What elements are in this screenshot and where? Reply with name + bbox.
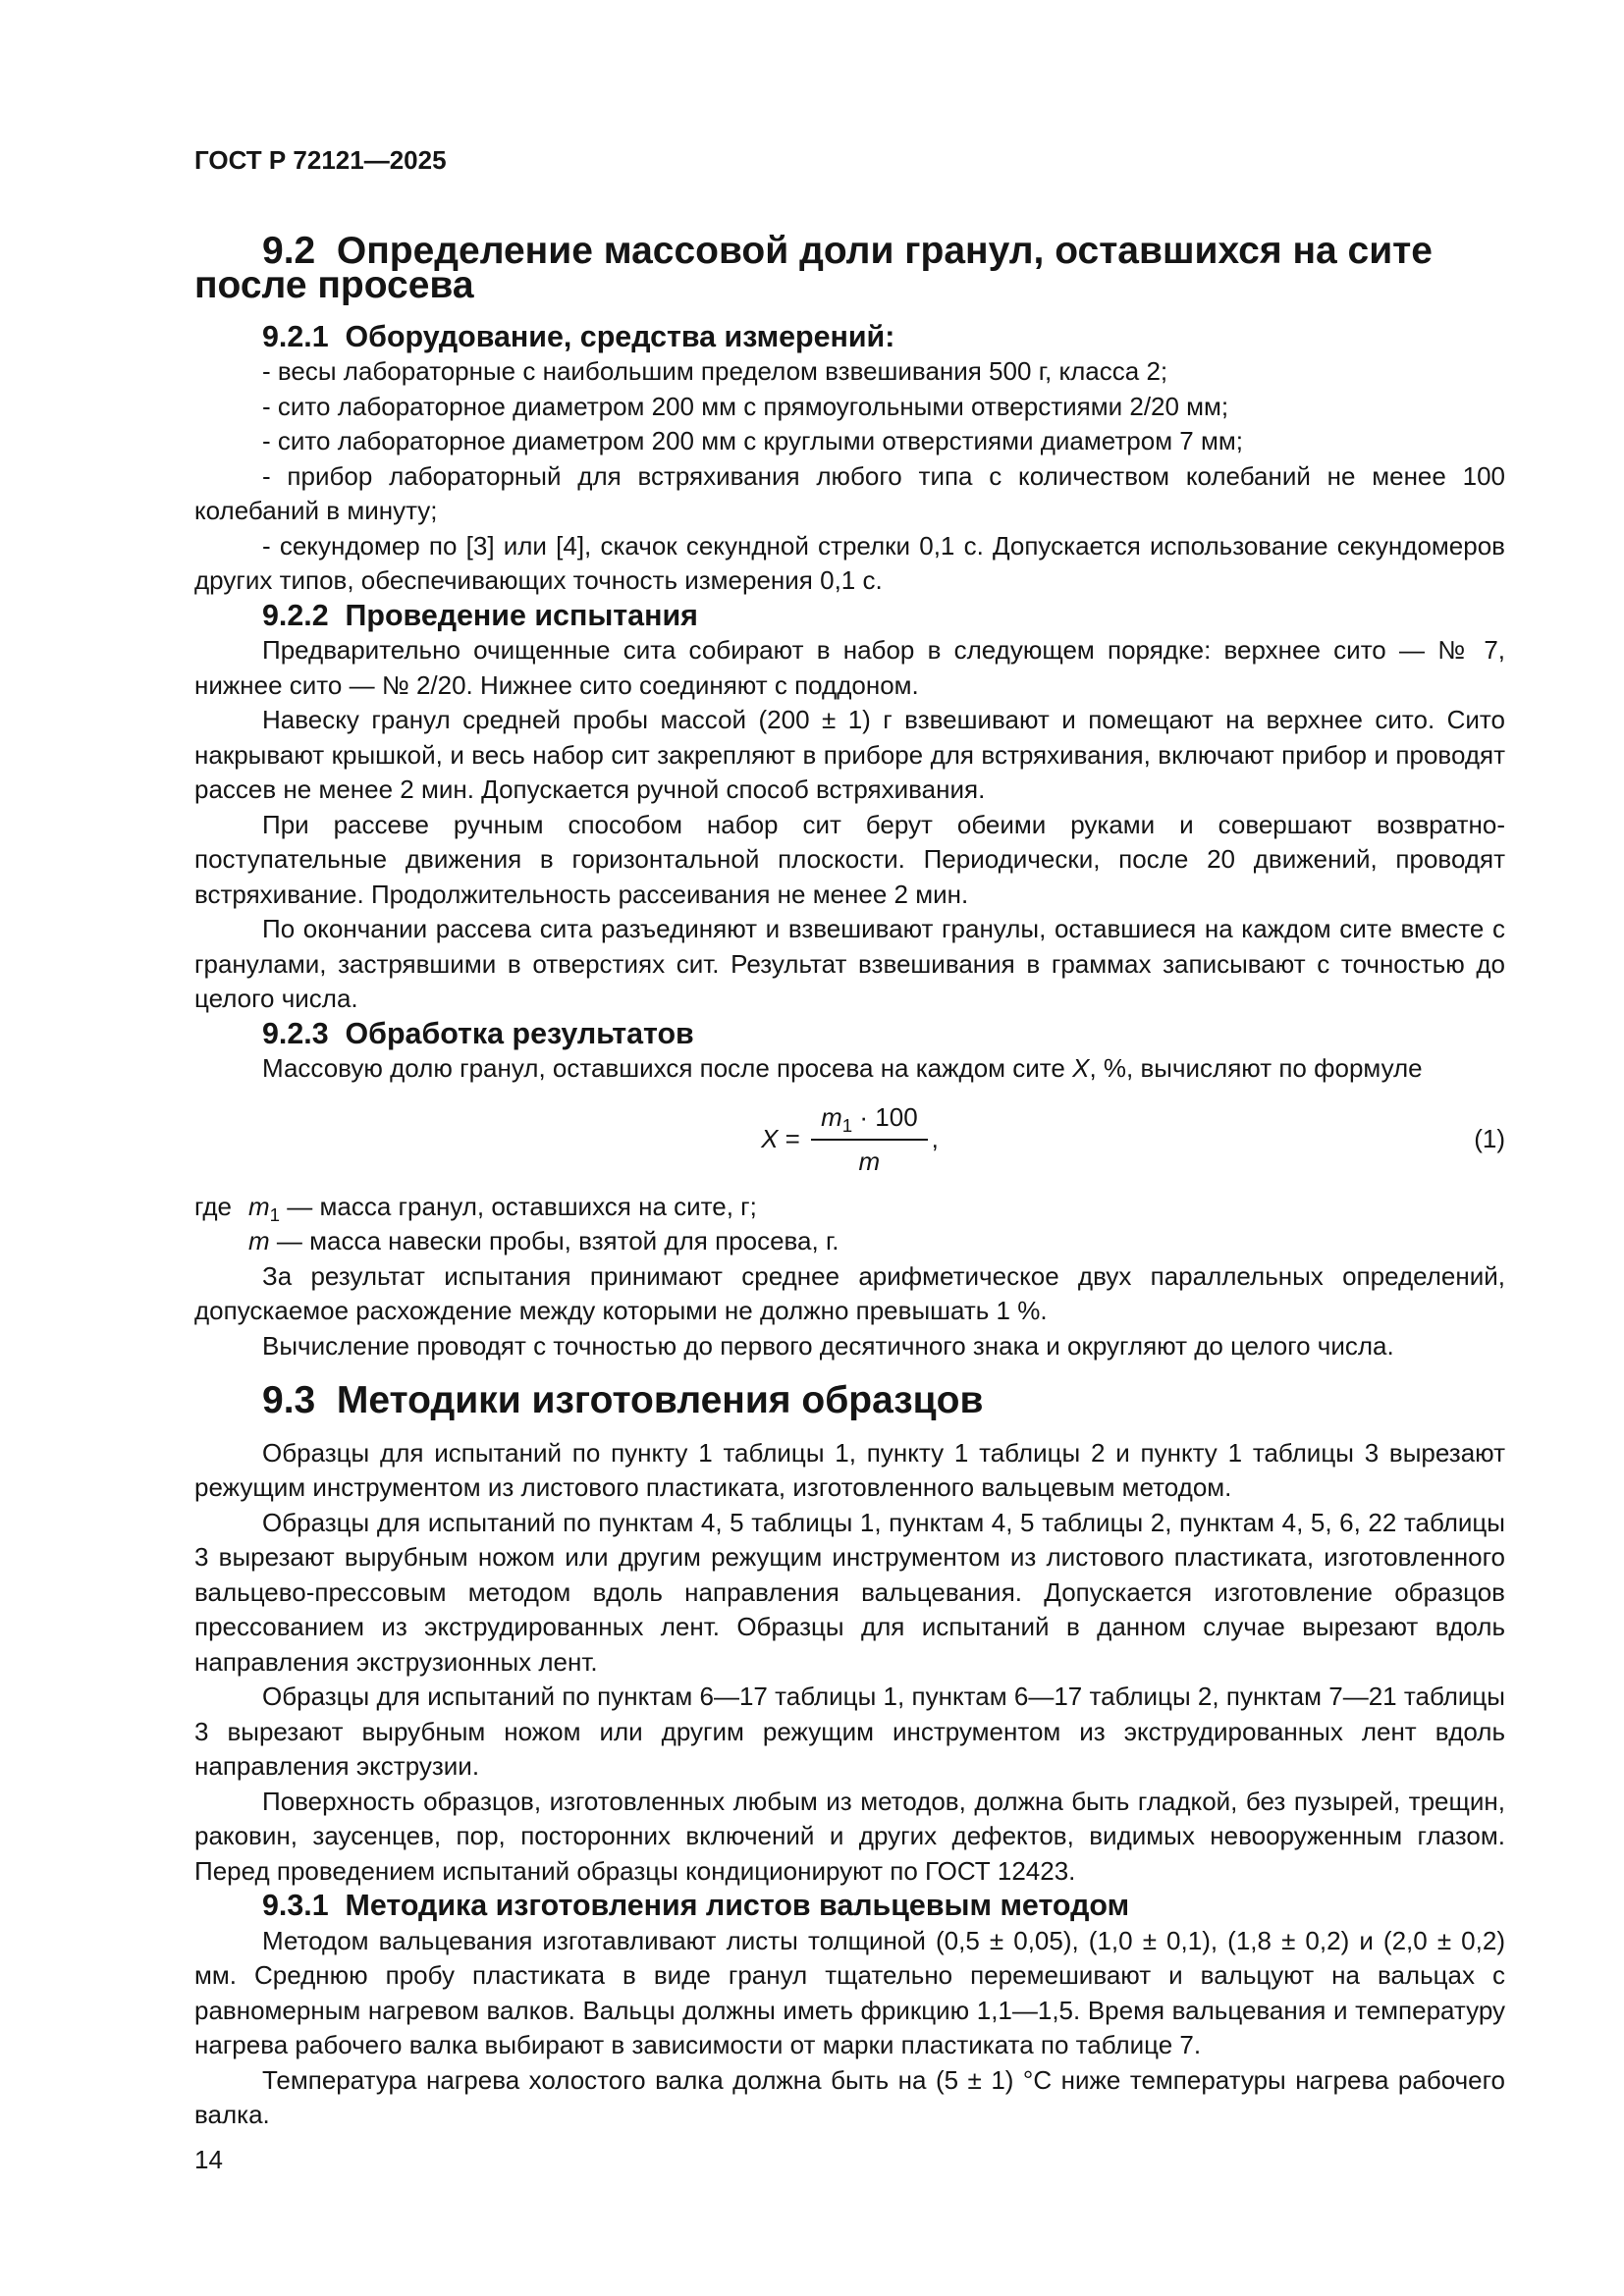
paragraph-calculation-precision: Вычисление проводят с точностью до первого десятичного знака и округляют до целого числа. <box>262 1330 1394 1361</box>
formula-definitions <box>194 1190 1505 1259</box>
page-number: 14 <box>194 2144 223 2174</box>
formula-numerator <box>811 1100 928 1142</box>
definition-m1-subscript: 1 <box>269 1203 281 1225</box>
equation-number-wrap <box>939 1122 1505 1157</box>
list-item-shaker: - прибор лабораторный для встряхивания любого типа с количеством колебаний не менее 100 колебаний в минуту; <box>194 460 1505 525</box>
formula-equals: = <box>778 1124 808 1154</box>
formula-lhs: X <box>761 1124 779 1154</box>
numerator-subscript: 1 <box>841 1114 853 1136</box>
paragraph-specimens-2: Образцы для испытаний по пунктам 4, 5 таблицы 1, пунктам 4, 5 таблицы 2, пунктам 4, 5, 6, 22 таблицы 3 вырезают вырубным ножом или другим режущим инструментом из листового пластиката, изготовленного вальцево-прессовым методом вдоль направления вальцевания. Допускается изготовление образцов прессованием из экструдированных лент. Образцы для испытаний в данном случае вырезают вдоль направления экструзионных лент. <box>194 1507 1505 1677</box>
paragraph-surface-quality: Поверхность образцов, изготовленных любым из методов, должна быть гладкой, без пузырей, трещин, раковин, заусенцев, пор, посторонних включений и других дефектов, видимых невооруженным глазом. Перед проведением испытаний образцы кондиционируют по ГОСТ 12423. <box>194 1786 1505 1886</box>
heading-9-3: 9.3 Методики изготовления образцов <box>262 1379 984 1421</box>
definition-m1-term: m <box>248 1191 270 1221</box>
formula-comma: , <box>931 1124 939 1154</box>
list-item-scales: - весы лабораторные с наибольшим пределом взвешивания 500 г, класса 2; <box>262 356 1168 386</box>
numerator-factor: · 100 <box>852 1101 918 1132</box>
paragraph-idle-roll-temperature: Температура нагрева холостого валка должна быть на (5 ± 1) °С ниже температуры нагрева рабочего валка. <box>194 2064 1505 2129</box>
denominator-variable: m <box>858 1147 881 1176</box>
numerator-variable: m <box>821 1101 842 1132</box>
paragraph-after-sieving: По окончании рассева сита разъединяют и взвешивают гранулы, оставшиеся на каждом сите вместе с гранулами, застрявшими в отверстиях сит. Результат взвешивания в граммах записывают с точностью до целого числа. <box>194 914 1505 1013</box>
where-label: где <box>194 1191 232 1221</box>
paragraph-formula-intro <box>194 1051 1505 1087</box>
heading-9-3-1: 9.3.1 Методика изготовления листов вальцевым методом <box>262 1889 1130 1922</box>
list-item-sieve-round: - сито лабораторное диаметром 200 мм с круглыми отверстиями диаметром 7 мм; <box>262 426 1243 455</box>
definition-m1-text: — масса гранул, оставшихся на сите, г; <box>280 1191 757 1221</box>
formula-intro-text-before: Массовую долю гранул, оставшихся после просева на каждом сите <box>262 1053 1073 1083</box>
equation-number: (1) <box>1474 1124 1506 1154</box>
list-item-stopwatch: - секундомер по [3] или [4], скачок секундной стрелки 0,1 с. Допускается использование секундомеров других типов, обеспечивающих точность измерения 0,1 с. <box>194 530 1505 595</box>
paragraph-calendering-method: Методом вальцевания изготавливают листы толщиной (0,5 ± 0,05), (1,0 ± 0,1), (1,8 ± 0,2) и (2,0 ± 0,2) мм. Среднюю пробу пластиката в виде гранул тщательно перемешивают и вальцуют на вальцах с равномерным нагревом валков. Вальцы должны иметь фрикцию 1,1—1,5. Время вальцевания и температуру нагрева рабочего валка выбирают в зависимости от марки пластиката по таблице 7. <box>194 1925 1505 2059</box>
formula-1-row <box>194 1100 1505 1180</box>
heading-9-2-3: 9.2.3 Обработка результатов <box>262 1016 694 1050</box>
paragraph-manual-sieving: При рассеве ручным способом набор сит берут обеими руками и совершают возвратно-поступательные движения в горизонтальной плоскости. Периодически, после 20 движений, проводят встряхивание. Продолжительность рассеивания не менее 2 мин. <box>194 809 1505 909</box>
heading-9-2-1: 9.2.1 Оборудование, средства измерений: <box>262 319 895 353</box>
document-header: ГОСТ Р 72121—2025 <box>194 145 447 175</box>
heading-9-2-2: 9.2.2 Проведение испытания <box>262 598 698 632</box>
paragraph-specimens-3: Образцы для испытаний по пунктам 6—17 таблицы 1, пунктам 6—17 таблицы 2, пунктам 7—21 таблицы 3 вырезают вырубным ножом или другим режущим инструментом из экструдированных лент вдоль направления экструзии. <box>194 1682 1505 1781</box>
definition-m-text: — масса навески пробы, взятой для просева, г. <box>269 1226 839 1255</box>
paragraph-specimens-1: Образцы для испытаний по пункту 1 таблицы 1, пункту 1 таблицы 2 и пункту 1 таблицы 3 вырезают режущим инструментом из листового пластиката, изготовленного вальцевым методом. <box>194 1437 1505 1502</box>
paragraph-sample-weighing: Навеску гранул средней пробы массой (200 ± 1) г взвешивают и помещают на верхнее сито. Сито накрывают крышкой, и весь набор сит закрепляют в приборе для встряхивания, включают прибор и проводят рассев не менее 2 мин. Допускается ручной способ встряхивания. <box>194 705 1505 804</box>
definition-m-term: m <box>248 1226 270 1255</box>
formula-fraction <box>811 1100 928 1180</box>
paragraph-test-result: За результат испытания принимают среднее арифметическое двух параллельных определений, допускаемое расхождение между которыми не должно превышать 1 %. <box>194 1260 1505 1325</box>
heading-9-2: 9.2 Определение массовой доли гранул, оставшихся на сите после просева <box>194 229 1433 306</box>
definition-m1 <box>194 1190 1505 1225</box>
formula-denominator <box>811 1141 928 1180</box>
list-item-sieve-rect: - сито лабораторное диаметром 200 мм с прямоугольными отверстиями 2/20 мм; <box>262 391 1229 421</box>
formula-intro-text-after: , %, вычисляют по формуле <box>1089 1053 1423 1083</box>
formula-1 <box>761 1100 939 1180</box>
definition-m <box>194 1224 1505 1259</box>
formula-intro-variable: X <box>1072 1053 1090 1083</box>
paragraph-sieve-assembly: Предварительно очищенные сита собирают в набор в следующем порядке: верхнее сито — № 7, нижнее сито — № 2/20. Нижнее сито соединяют с поддоном. <box>194 635 1505 700</box>
